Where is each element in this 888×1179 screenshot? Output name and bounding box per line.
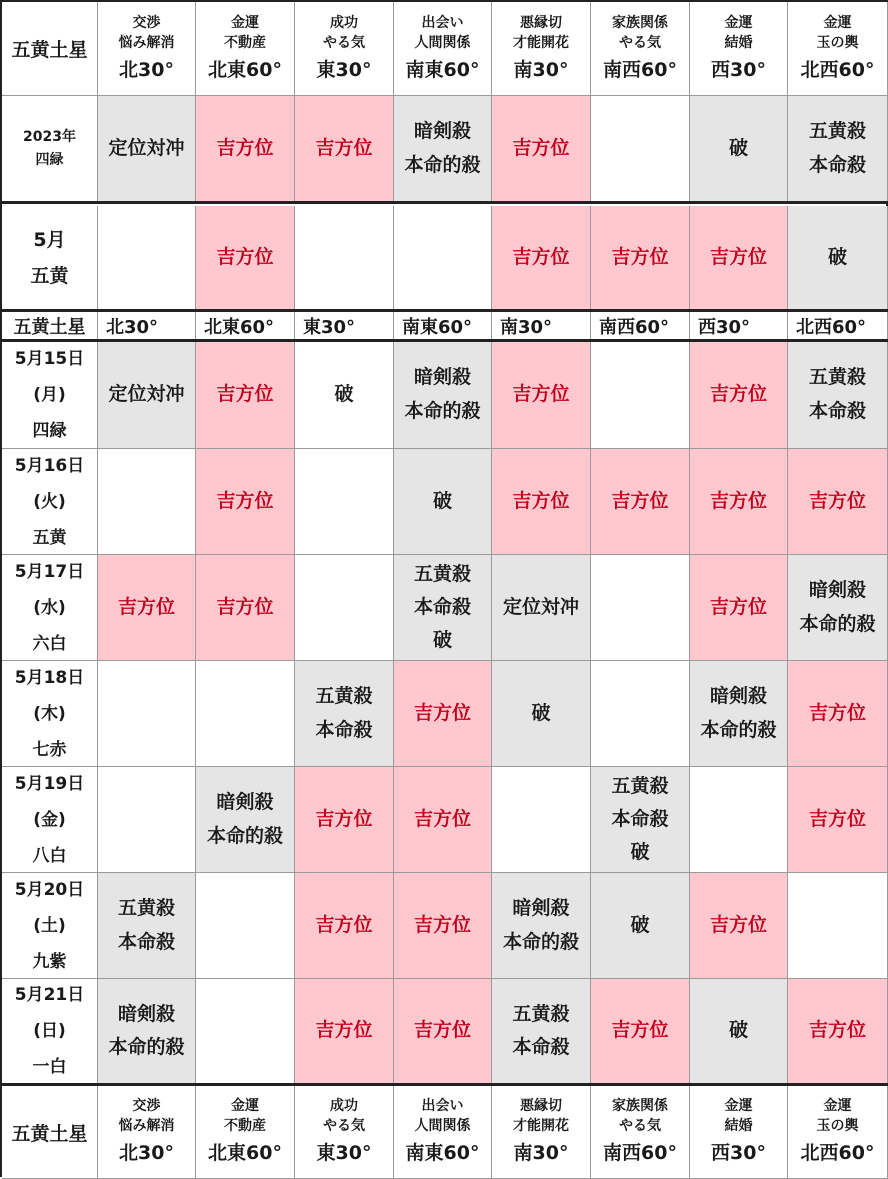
day-row-label: (火) xyxy=(33,491,66,512)
fortune-text: 暗剣殺 xyxy=(808,579,866,602)
fortune-text: 吉方位 xyxy=(315,807,373,830)
year-row-label-cell xyxy=(2,96,98,202)
day-row-cell xyxy=(98,449,196,555)
month-row-label: 5月 xyxy=(33,228,66,251)
fortune-text: 五黄殺 xyxy=(808,120,866,143)
direction-purpose: 出会い xyxy=(421,14,464,31)
fortune-text: 本命殺 xyxy=(512,1036,570,1058)
fortune-text: 五黄殺 xyxy=(611,774,669,797)
day-row-label-cell xyxy=(2,767,98,873)
fortune-text: 定位対冲 xyxy=(108,136,185,159)
fortune-text: 吉方位 xyxy=(611,489,669,512)
day-row-cell xyxy=(295,449,394,555)
day-row-cell xyxy=(98,873,196,979)
day-row-cell xyxy=(591,341,690,449)
day-row-cell xyxy=(690,979,788,1084)
day-row-label: 九紫 xyxy=(32,951,67,972)
day-row-label-cell xyxy=(2,555,98,661)
direction-purpose: 交渉 xyxy=(132,14,161,31)
day-row-label-cell xyxy=(2,341,98,449)
direction-header xyxy=(208,13,282,85)
day-row-label: 5月20日 xyxy=(14,879,85,900)
month-row-cell xyxy=(788,206,888,311)
fortune-text: 破 xyxy=(432,629,452,652)
direction-purpose: 金運 xyxy=(230,14,259,31)
direction-degree: 南東60° xyxy=(405,58,480,81)
direction-degree: 北西60° xyxy=(796,316,867,338)
day-row-cell xyxy=(98,661,196,767)
fortune-text: 吉方位 xyxy=(216,489,274,512)
fortune-text: 吉方位 xyxy=(216,136,274,159)
mid-direction-6 xyxy=(690,311,788,341)
fortune-text: 吉方位 xyxy=(216,595,274,618)
fortune-text: 破 xyxy=(334,382,354,405)
direction-degree: 東30° xyxy=(316,58,372,81)
mid-direction-5 xyxy=(591,311,690,341)
day-row-cell xyxy=(690,661,788,767)
day-row-cell xyxy=(394,555,492,661)
month-row-cell xyxy=(690,206,788,311)
direction-purpose: やる気 xyxy=(322,34,365,51)
day-row-label: (土) xyxy=(33,915,66,936)
day-row-label-cell xyxy=(2,979,98,1084)
direction-degree: 西30° xyxy=(711,1142,766,1164)
bottom-header-label-cell xyxy=(2,1086,98,1179)
fortune-text: 吉方位 xyxy=(709,489,767,512)
day-row-cell xyxy=(394,341,492,449)
direction-degree: 南西60° xyxy=(603,1142,677,1164)
day-row-cell xyxy=(295,341,394,449)
fortune-text: 破 xyxy=(728,136,748,159)
direction-purpose: 玉の輿 xyxy=(816,34,859,51)
direction-header xyxy=(711,13,766,85)
day-row-cell xyxy=(492,873,591,979)
day-row-cell xyxy=(98,767,196,873)
direction-header xyxy=(317,1096,372,1168)
day-row-cell xyxy=(196,873,295,979)
fortune-text: 定位対冲 xyxy=(108,382,185,405)
day-row-label: 5月19日 xyxy=(14,773,85,794)
fortune-text: 吉方位 xyxy=(512,382,570,405)
day-row-cell xyxy=(690,767,788,873)
bottom-header-direction-4 xyxy=(492,1086,591,1179)
direction-purpose: 出会い xyxy=(421,1098,464,1114)
fortune-text: 吉方位 xyxy=(611,1019,669,1042)
day-row-cell xyxy=(492,661,591,767)
day-row-cell xyxy=(591,449,690,555)
year-row-cell xyxy=(295,96,394,202)
fortune-text: 暗剣殺 xyxy=(709,685,767,708)
direction-degree: 北西60° xyxy=(800,58,875,81)
day-row-label-cell xyxy=(2,873,98,979)
direction-purpose: 金運 xyxy=(823,14,852,31)
day-row-cell xyxy=(394,873,492,979)
divider-mid xyxy=(2,339,888,342)
day-row-cell xyxy=(196,449,295,555)
day-row-cell xyxy=(591,873,690,979)
fortune-text: 本命的殺 xyxy=(502,930,579,953)
year-row-label: 2023年 xyxy=(23,129,76,146)
fortune-text: 本命殺 xyxy=(315,718,373,741)
direction-degree: 北30° xyxy=(106,316,159,338)
fortune-text: 吉方位 xyxy=(315,1019,373,1042)
divider-month xyxy=(2,309,888,312)
top-header-direction-4 xyxy=(492,2,591,96)
year-row-cell xyxy=(788,96,888,202)
direction-degree: 南30° xyxy=(500,316,553,338)
direction-purpose: 交渉 xyxy=(132,1098,161,1114)
month-row-label-cell xyxy=(2,206,98,311)
direction-degree: 北30° xyxy=(119,58,174,81)
divider-footer xyxy=(2,1083,888,1086)
fortune-text: 本命的殺 xyxy=(404,153,481,176)
day-row-label: 四緑 xyxy=(32,420,67,441)
day-row-cell xyxy=(196,341,295,449)
direction-header xyxy=(603,13,677,85)
day-row-cell xyxy=(295,661,394,767)
fortune-text: 五黄殺 xyxy=(808,366,866,389)
direction-degree: 西30° xyxy=(711,58,766,81)
direction-purpose: 才能開花 xyxy=(513,34,569,51)
fortune-text: 五黄殺 xyxy=(413,562,471,585)
day-row-label: (木) xyxy=(33,703,66,724)
fortune-text: 吉方位 xyxy=(808,701,866,724)
direction-degree: 北30° xyxy=(119,1142,174,1164)
direction-purpose: 金運 xyxy=(724,14,753,31)
day-row-label: 5月21日 xyxy=(14,985,85,1005)
day-row-cell xyxy=(196,555,295,661)
direction-degree: 南西60° xyxy=(599,316,670,338)
direction-purpose: やる気 xyxy=(618,34,661,51)
direction-degree: 東30° xyxy=(316,1142,372,1164)
fortune-text: 本命的殺 xyxy=(404,399,481,422)
direction-header xyxy=(208,1096,282,1168)
direction-purpose: 人間関係 xyxy=(414,1118,471,1134)
fortune-text: 本命的殺 xyxy=(799,612,876,635)
fortune-text: 暗剣殺 xyxy=(117,1002,175,1025)
day-row-label: 5月18日 xyxy=(14,667,85,688)
fortune-text: 破 xyxy=(531,701,551,724)
day-row-cell xyxy=(492,979,591,1084)
day-row-cell xyxy=(394,449,492,555)
day-row-cell xyxy=(394,661,492,767)
fortune-text: 吉方位 xyxy=(808,489,866,512)
fortune-text: 吉方位 xyxy=(808,1019,866,1042)
top-header-direction-0 xyxy=(98,2,196,96)
day-row-cell xyxy=(591,555,690,661)
fortune-text: 本命殺 xyxy=(413,595,471,618)
year-row-cell xyxy=(98,96,196,202)
fortune-text: 五黄殺 xyxy=(315,685,373,708)
direction-purpose: 玉の輿 xyxy=(816,1118,859,1134)
direction-purpose: 結婚 xyxy=(724,34,753,51)
day-row-label: 六白 xyxy=(32,633,67,654)
direction-purpose: 家族関係 xyxy=(611,14,668,31)
top-header-direction-3 xyxy=(394,2,492,96)
fortune-text: 暗剣殺 xyxy=(512,897,570,920)
fortune-text: 暗剣殺 xyxy=(413,120,471,143)
day-row-cell xyxy=(295,873,394,979)
direction-degree: 南30° xyxy=(513,1142,569,1164)
top-header-direction-5 xyxy=(591,2,690,96)
day-row-label-cell xyxy=(2,661,98,767)
mid-direction-3 xyxy=(394,311,492,341)
top-header-label: 五黄土星 xyxy=(11,39,88,61)
direction-header xyxy=(801,13,875,85)
bottom-header-label: 五黄土星 xyxy=(11,1122,88,1145)
direction-purpose: やる気 xyxy=(618,1118,661,1134)
month-row-cell xyxy=(394,206,492,311)
fortune-text: 吉方位 xyxy=(413,1019,471,1042)
mid-label-cell xyxy=(2,311,98,341)
fortune-text: 五黄殺 xyxy=(117,897,175,920)
fortune-text: 本命殺 xyxy=(808,399,866,422)
fortune-text: 吉方位 xyxy=(413,807,471,830)
month-row-cell xyxy=(295,206,394,311)
direction-header xyxy=(513,1096,569,1168)
direction-header xyxy=(317,13,372,85)
fortune-text: 破 xyxy=(630,913,650,936)
direction-degree: 西30° xyxy=(698,316,751,338)
fortune-text: 破 xyxy=(432,489,452,512)
day-row-cell xyxy=(788,341,888,449)
fortune-text: 吉方位 xyxy=(709,246,767,269)
direction-purpose: 悩み解消 xyxy=(118,1118,175,1134)
day-row-cell xyxy=(492,767,591,873)
day-row-cell xyxy=(788,873,888,979)
direction-degree: 北西60° xyxy=(800,1142,875,1164)
direction-header xyxy=(406,13,480,85)
direction-degree: 南西60° xyxy=(603,58,677,81)
direction-purpose: 悩み解消 xyxy=(118,34,175,51)
day-row-label: 七赤 xyxy=(32,739,67,760)
year-row-cell xyxy=(492,96,591,202)
fortune-text: 破 xyxy=(827,246,847,269)
direction-degree: 北東60° xyxy=(208,58,282,81)
month-row-cell xyxy=(98,206,196,311)
day-row-cell xyxy=(492,555,591,661)
fortune-text: 吉方位 xyxy=(512,136,570,159)
bottom-header-direction-0 xyxy=(98,1086,196,1179)
direction-purpose: 不動産 xyxy=(223,34,266,51)
mid-direction-7 xyxy=(788,311,888,341)
day-row-label: 八白 xyxy=(32,845,67,866)
mid-direction-2 xyxy=(295,311,394,341)
direction-degree: 南30° xyxy=(513,58,569,81)
fortune-text: 吉方位 xyxy=(315,136,373,159)
day-row-cell xyxy=(788,449,888,555)
fortune-text: 本命的殺 xyxy=(206,824,283,847)
bottom-header-direction-1 xyxy=(196,1086,295,1179)
day-row-label: 五黄 xyxy=(32,527,67,548)
mid-direction-0 xyxy=(98,311,196,341)
day-row-cell xyxy=(690,341,788,449)
fortune-text: 暗剣殺 xyxy=(413,366,471,389)
day-row-cell xyxy=(295,979,394,1084)
day-row-cell xyxy=(196,767,295,873)
direction-degree: 南東60° xyxy=(402,316,473,338)
year-row-cell xyxy=(591,96,690,202)
day-row-cell xyxy=(690,873,788,979)
day-row-cell xyxy=(98,979,196,1084)
top-header-direction-6 xyxy=(690,2,788,96)
mid-direction-1 xyxy=(196,311,295,341)
direction-header xyxy=(801,1096,875,1168)
fortune-text: 吉方位 xyxy=(216,382,274,405)
direction-degree: 南東60° xyxy=(405,1142,480,1164)
day-row-cell xyxy=(196,979,295,1084)
direction-purpose: 悪縁切 xyxy=(520,1098,562,1114)
mid-label: 五黄土星 xyxy=(13,316,86,338)
day-row-cell xyxy=(98,341,196,449)
bottom-header-direction-5 xyxy=(591,1086,690,1179)
fortune-text: 本命殺 xyxy=(808,153,866,176)
direction-degree: 北東60° xyxy=(208,1142,282,1164)
fortune-text: 破 xyxy=(630,841,650,864)
day-row-label: 5月16日 xyxy=(14,455,85,476)
day-row-cell xyxy=(394,979,492,1084)
day-row-cell xyxy=(98,555,196,661)
direction-purpose: 人間関係 xyxy=(414,34,471,51)
direction-purpose: 金運 xyxy=(230,1098,259,1114)
bottom-header-direction-6 xyxy=(690,1086,788,1179)
direction-purpose: 不動産 xyxy=(223,1118,266,1134)
direction-header xyxy=(119,13,175,85)
day-row-cell xyxy=(788,979,888,1084)
month-row-cell xyxy=(492,206,591,311)
day-row-label: 5月15日 xyxy=(14,348,85,369)
fortune-text: 吉方位 xyxy=(117,595,175,618)
day-row-cell xyxy=(690,449,788,555)
direction-purpose: 結婚 xyxy=(724,1118,753,1134)
fortune-text: 吉方位 xyxy=(512,246,570,269)
top-header-direction-7 xyxy=(788,2,888,96)
direction-header xyxy=(513,13,569,85)
direction-purpose: やる気 xyxy=(322,1118,365,1134)
bottom-header-direction-7 xyxy=(788,1086,888,1179)
year-row-cell xyxy=(394,96,492,202)
fortune-text: 吉方位 xyxy=(709,595,767,618)
month-row-cell xyxy=(591,206,690,311)
direction-header xyxy=(603,1096,677,1168)
day-row-label: (月) xyxy=(33,384,66,405)
fortune-text: 吉方位 xyxy=(413,913,471,936)
fortune-text: 暗剣殺 xyxy=(216,791,274,814)
fortune-text: 吉方位 xyxy=(512,489,570,512)
direction-purpose: 金運 xyxy=(823,1098,852,1114)
direction-degree: 北東60° xyxy=(204,316,275,338)
month-row-label: 五黄 xyxy=(30,265,69,287)
fortune-text: 吉方位 xyxy=(808,807,866,830)
fortune-text: 五黄殺 xyxy=(512,1002,570,1025)
fortune-text: 定位対冲 xyxy=(502,595,579,618)
day-row-label: (金) xyxy=(33,809,66,830)
fortune-text: 本命的殺 xyxy=(108,1036,185,1058)
day-row-label: 5月17日 xyxy=(14,561,85,582)
direction-purpose: 成功 xyxy=(329,1098,358,1114)
direction-purpose: 悪縁切 xyxy=(520,14,562,31)
direction-purpose: 成功 xyxy=(329,14,358,31)
day-row-cell xyxy=(788,767,888,873)
year-row-cell xyxy=(690,96,788,202)
top-header-direction-2 xyxy=(295,2,394,96)
divider-year xyxy=(2,201,888,204)
fortune-text: 吉方位 xyxy=(315,913,373,936)
day-row-cell xyxy=(492,449,591,555)
day-row-label-cell xyxy=(2,449,98,555)
day-row-cell xyxy=(788,555,888,661)
direction-degree: 東30° xyxy=(303,316,356,338)
day-row-cell xyxy=(394,767,492,873)
day-row-cell xyxy=(690,555,788,661)
fortune-text: 吉方位 xyxy=(413,701,471,724)
direction-header xyxy=(406,1096,480,1168)
fortune-text: 本命殺 xyxy=(117,930,175,953)
fortune-text: 本命的殺 xyxy=(700,718,777,741)
day-row-label: (日) xyxy=(33,1021,66,1041)
month-row-cell xyxy=(196,206,295,311)
bottom-header-direction-3 xyxy=(394,1086,492,1179)
fortune-text: 吉方位 xyxy=(709,913,767,936)
direction-header xyxy=(119,1096,175,1168)
direction-purpose: 家族関係 xyxy=(611,1098,668,1114)
direction-header xyxy=(711,1096,766,1168)
year-row-cell xyxy=(196,96,295,202)
fortune-text: 本命殺 xyxy=(611,807,669,830)
mid-direction-4 xyxy=(492,311,591,341)
day-row-cell xyxy=(295,555,394,661)
day-row-cell xyxy=(196,661,295,767)
day-row-cell xyxy=(591,661,690,767)
fortune-text: 吉方位 xyxy=(709,382,767,405)
day-row-cell xyxy=(295,767,394,873)
bottom-header-direction-2 xyxy=(295,1086,394,1179)
day-row-label: 一白 xyxy=(32,1057,67,1077)
day-row-cell xyxy=(591,979,690,1084)
fortune-text: 破 xyxy=(728,1019,748,1042)
day-row-cell xyxy=(788,661,888,767)
day-row-cell xyxy=(591,767,690,873)
top-header-label-cell xyxy=(2,2,98,96)
fortune-text: 吉方位 xyxy=(216,246,274,269)
top-header-direction-1 xyxy=(196,2,295,96)
day-row-cell xyxy=(492,341,591,449)
day-row-label: (水) xyxy=(33,597,66,618)
direction-purpose: 金運 xyxy=(724,1098,753,1114)
year-row-label: 四緑 xyxy=(35,151,64,168)
direction-purpose: 才能開花 xyxy=(513,1118,569,1134)
fortune-text: 吉方位 xyxy=(611,246,669,269)
